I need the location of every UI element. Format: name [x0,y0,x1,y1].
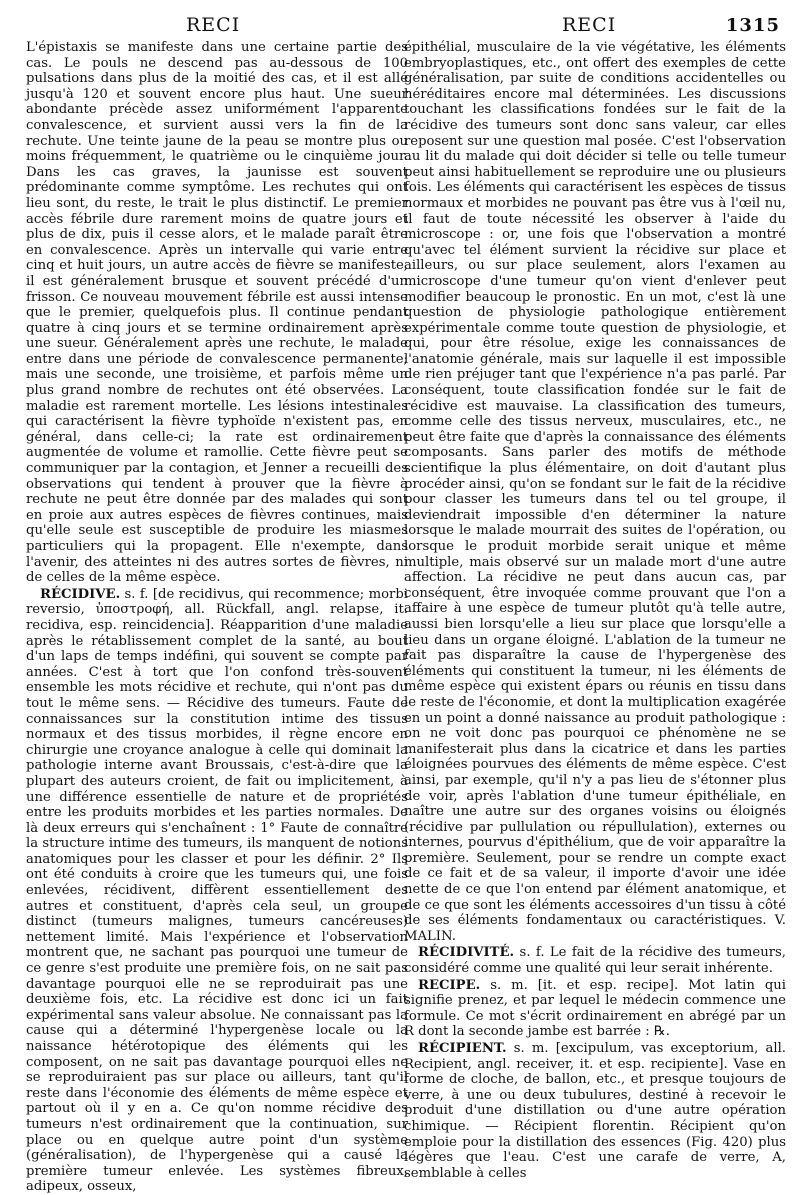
entry-headword: RECIPE. [418,977,481,993]
paragraph-continuation [404,40,786,944]
entry-headword: RÉCIPIENT. [418,1041,507,1056]
entry-recipe [404,978,786,1040]
entry-body: s. m. [it. et esp. recipe]. Mot latin qui signifie prenez, et par lequel le médecin commence une formule. Ce mot s'écrit ordinairement en abrégé par un R dont la seconde jambe est barrée : ℞. [404,977,786,1040]
paragraph-text: L'épistaxis se manifeste dans une certaine partie des cas. Le pouls ne descend pas au-dessous de 100 pulsations dans plus de la moitié des cas, et il est allé jusqu'à 120 et souvent encore plus haut. Une sueur abondante précède assez uniformément l'apparente convalescence, et survient aussi vers la fin de la rechute. Une teinte jaune de la peau se montre plus ou moins fréquemment, le quatrième ou le cinquième jour. Dans les cas graves, la jaunisse est souvent prédominante comme symptôme. Les rechutes qui ont lieu sont, du reste, le trait le plus distinctif. Le premier accès fébrile dure rarement moins de quatre jours et plus de dix, puis il cesse alors, et le malade paraît être en convalescence. Après un intervalle qui varie entre cinq et huit jours, un autre accès de fièvre se manifeste, il est généralement brusque et souvent précédé d'un frisson. Ce nouveau mouvement fébrile est aussi intense que le premier, quelquefois plus. Il continue pendant quatre à cinq jours et se termine ordinairement après une sueur. Généralement après une rechute, le malade entre dans une période de convalescence permanente; mais une seconde, une troisième, et parfois même un plus grand nombre de rechutes ont été observées. La maladie est rarement mortelle. Les lésions intestinales qui caractérisent la fièvre typhoïde n'existent pas, en général, dans celle-ci; la rate est ordinairement augmentée de volume et ramollie. Cette fièvre peut se communiquer par la contagion, et Jenner a recueilli des observations qui tendent à prouver que la fièvre à rechute ne peut être donnée par des malades qui sont en proie aux autres espèces de fièvres continues, mais qu'elle seule est susceptible de produire les miasmes particuliers qui la propagent. Elle n'exempte, dans l'avenir, des atteintes ni des autres sortes de fièvres, ni de celles de la même espèce. [26,40,408,586]
running-head-left: RECI [186,14,241,36]
entry-body: s. f. Le fait de la récidive des tumeurs, considéré comme une qualité qui leur serait inhérente. [404,945,786,977]
left-column [26,40,408,1195]
entry-recipient [404,1041,786,1181]
running-head-right: RECI [562,14,617,36]
right-column [404,40,786,1181]
entry-body: s. m. [excipulum, vas exceptorium, all. Recipient, angl. receiver, it. et esp. recipiente]. Vase en forme de cloche, de ballon, etc., et presque toujours de verre, à une ou deux tubulures, destiné à recevoir le produit d'une distillation ou d'une autre opération chimique. — Récipient florentin. Récipient qu'on emploie pour la distillation des essences (Fig. 420) plus légères que l'eau. C'est une carafe de verre, A, semblable à celles [404,1041,786,1181]
paragraph-continuation [26,40,408,586]
entry-recidive [26,587,408,1195]
page-number: 1315 [725,15,780,36]
entry-body: s. f. [de recidivus, qui recommence; morbi reversio, ὑποστροφή, all. Rückfall, angl. relapse, it. recidiva, esp. reincidencia]. Réapparition d'une maladie après le rétablissement complet de la santé, au bout d'un laps de temps indéfini, qui souvent se compte par années. C'est à tort que l'on confond très-souvent ensemble les mots récidive et rechute, qui n'ont pas du tout le même sens. — Récidive des tumeurs. Faute de connaissances sur la constitution intime des tissus normaux et des tissus morbides, il règne encore en chirurgie une croyance analogue à celle qui dominait la pathologie interne avant Broussais, c'est-à-dire que la plupart des auteurs croient, de fait ou implicitement, à une différence essentielle de nature et de propriétés entre les produits morbides et les parties normales. De là deux erreurs qui s'enchaînent : 1° Faute de connaître la structure intime des tumeurs, ils manquent de notions anatomiques pour les classer et pour les définir. 2° Ils ont été conduits à croire que les tumeurs qui, une fois enlevées, récidivent, diffèrent essentiellement des autres et constituent, d'après cela seul, un groupe distinct (tumeurs malignes, tumeurs cancéreuses) nettement limité. Mais l'expérience et l'observation montrent que, ne sachant pas pourquoi une tumeur de ce genre s'est produite une première fois, on ne sait pas davantage pourquoi elle ne se reproduirait pas une deuxième fois, etc. La récidive est donc ici un fait expérimental sans valeur absolue. Ne connaissant pas la cause qui a déterminé l'hypergenèse locale ou la naissance hétérotopique des éléments qui les composent, on ne sait pas davantage pourquoi elles ne se reproduiraient pas sur place ou ailleurs, tant qu'il reste dans l'économie des éléments de même espèce et partout où il y en a. Ce qu'on nomme récidive des tumeurs n'est ordinairement que la continuation, sur place ou en quelque autre point d'un système (généralisation), de l'hypergenèse qui a causé la première tumeur enlevée. Les systèmes fibreux, adipeux, osseux, [26,586,408,1195]
entry-recidivite [404,945,786,976]
entry-headword: RÉCIDIVITÉ. [418,945,515,961]
entry-headword: RÉCIDIVE. [40,586,121,602]
paragraph-text: épithélial, musculaire de la vie végétative, les éléments embryoplastiques, etc., ont offert des exemples de cette généralisation, par suite de conditions accidentelles ou héréditaires encore mal déterminées. Les discussions touchant les classifications fondées sur le fait de la récidive des tumeurs sont donc sans valeur, car elles reposent sur une question mal posée. C'est l'observation au lit du malade qui doit décider si telle ou telle tumeur peut ainsi habituellement se reproduire une ou plusieurs fois. Les éléments qui caractérisent les espèces de tissus normaux et morbides ne pouvant pas être vus à l'œil nu, il faut de toute nécessité les observer à l'aide du microscope : or, une fois que l'observation a montré qu'avec tel élément survient la récidive sur place et ailleurs, ou sur place seulement, alors l'examen au microscope d'une tumeur qu'on vient d'enlever peut modifier beaucoup le pronostic. En un mot, c'est là une question de physiologie pathologique entièrement expérimentale comme toute question de physiologie, et qui, pour être résolue, exige les connaissances de l'anatomie générale, mais sur laquelle il est impossible de rien préjuger tant que l'expérience n'a pas parlé. Par conséquent, toute classification fondée sur le fait de récidive est mauvaise. La classification des tumeurs, comme celle des tissus nerveux, musculaires, etc., ne peut être faite que d'après la connaissance des éléments composants. Sans parler des motifs de méthode scientifique la plus élémentaire, on doit d'autant plus procéder ainsi, qu'on se fondant sur le fait de la récidive pour classer les tumeurs dans tel ou tel groupe, il deviendrait impossible d'en déterminer la nature lorsque le malade mourrait des suites de l'opération, ou lorsque le produit morbide serait unique et même multiple, mais observé sur un malade mort d'une autre affection. La récidive ne peut dans aucun cas, par conséquent, être invoquée comme prouvant que l'on a affaire à une espèce de tumeur plutôt qu'à telle autre, aussi bien lorsqu'elle a lieu sur place que lorsqu'elle a lieu dans un organe éloigné. L'ablation de la tumeur ne fait pas disparaître la cause de l'hypergenèse des éléments qui constituent la tumeur, ni les éléments de même espèce qui existent épars ou réunis en tissu dans le reste de l'économie, et dont la multiplication exagérée en un point a donné naissance au produit pathologique : on ne voit donc pas pourquoi ce phénomène ne se manifesterait plus dans la cicatrice et dans les parties éloignées pourvues des éléments de même espèce. C'est ainsi, par exemple, qu'il n'y a pas lieu de s'étonner plus de voir, après l'ablation d'une tumeur épithéliale, en naître une autre sur des organes voisins ou éloignés (récidive par pullulation ou répullulation), externes ou internes, pourvus d'épithélium, que de voir apparaître la première. Seulement, pour se rendre un compte exact de ce fait et de sa valeur, il importe d'avoir une idée nette de ce que l'on entend par élément anatomique, et de ce que sont les éléments accessoires d'un tissu à côté de ses éléments fondamentaux ou caractéristiques. V. MALIN. [404,40,786,944]
